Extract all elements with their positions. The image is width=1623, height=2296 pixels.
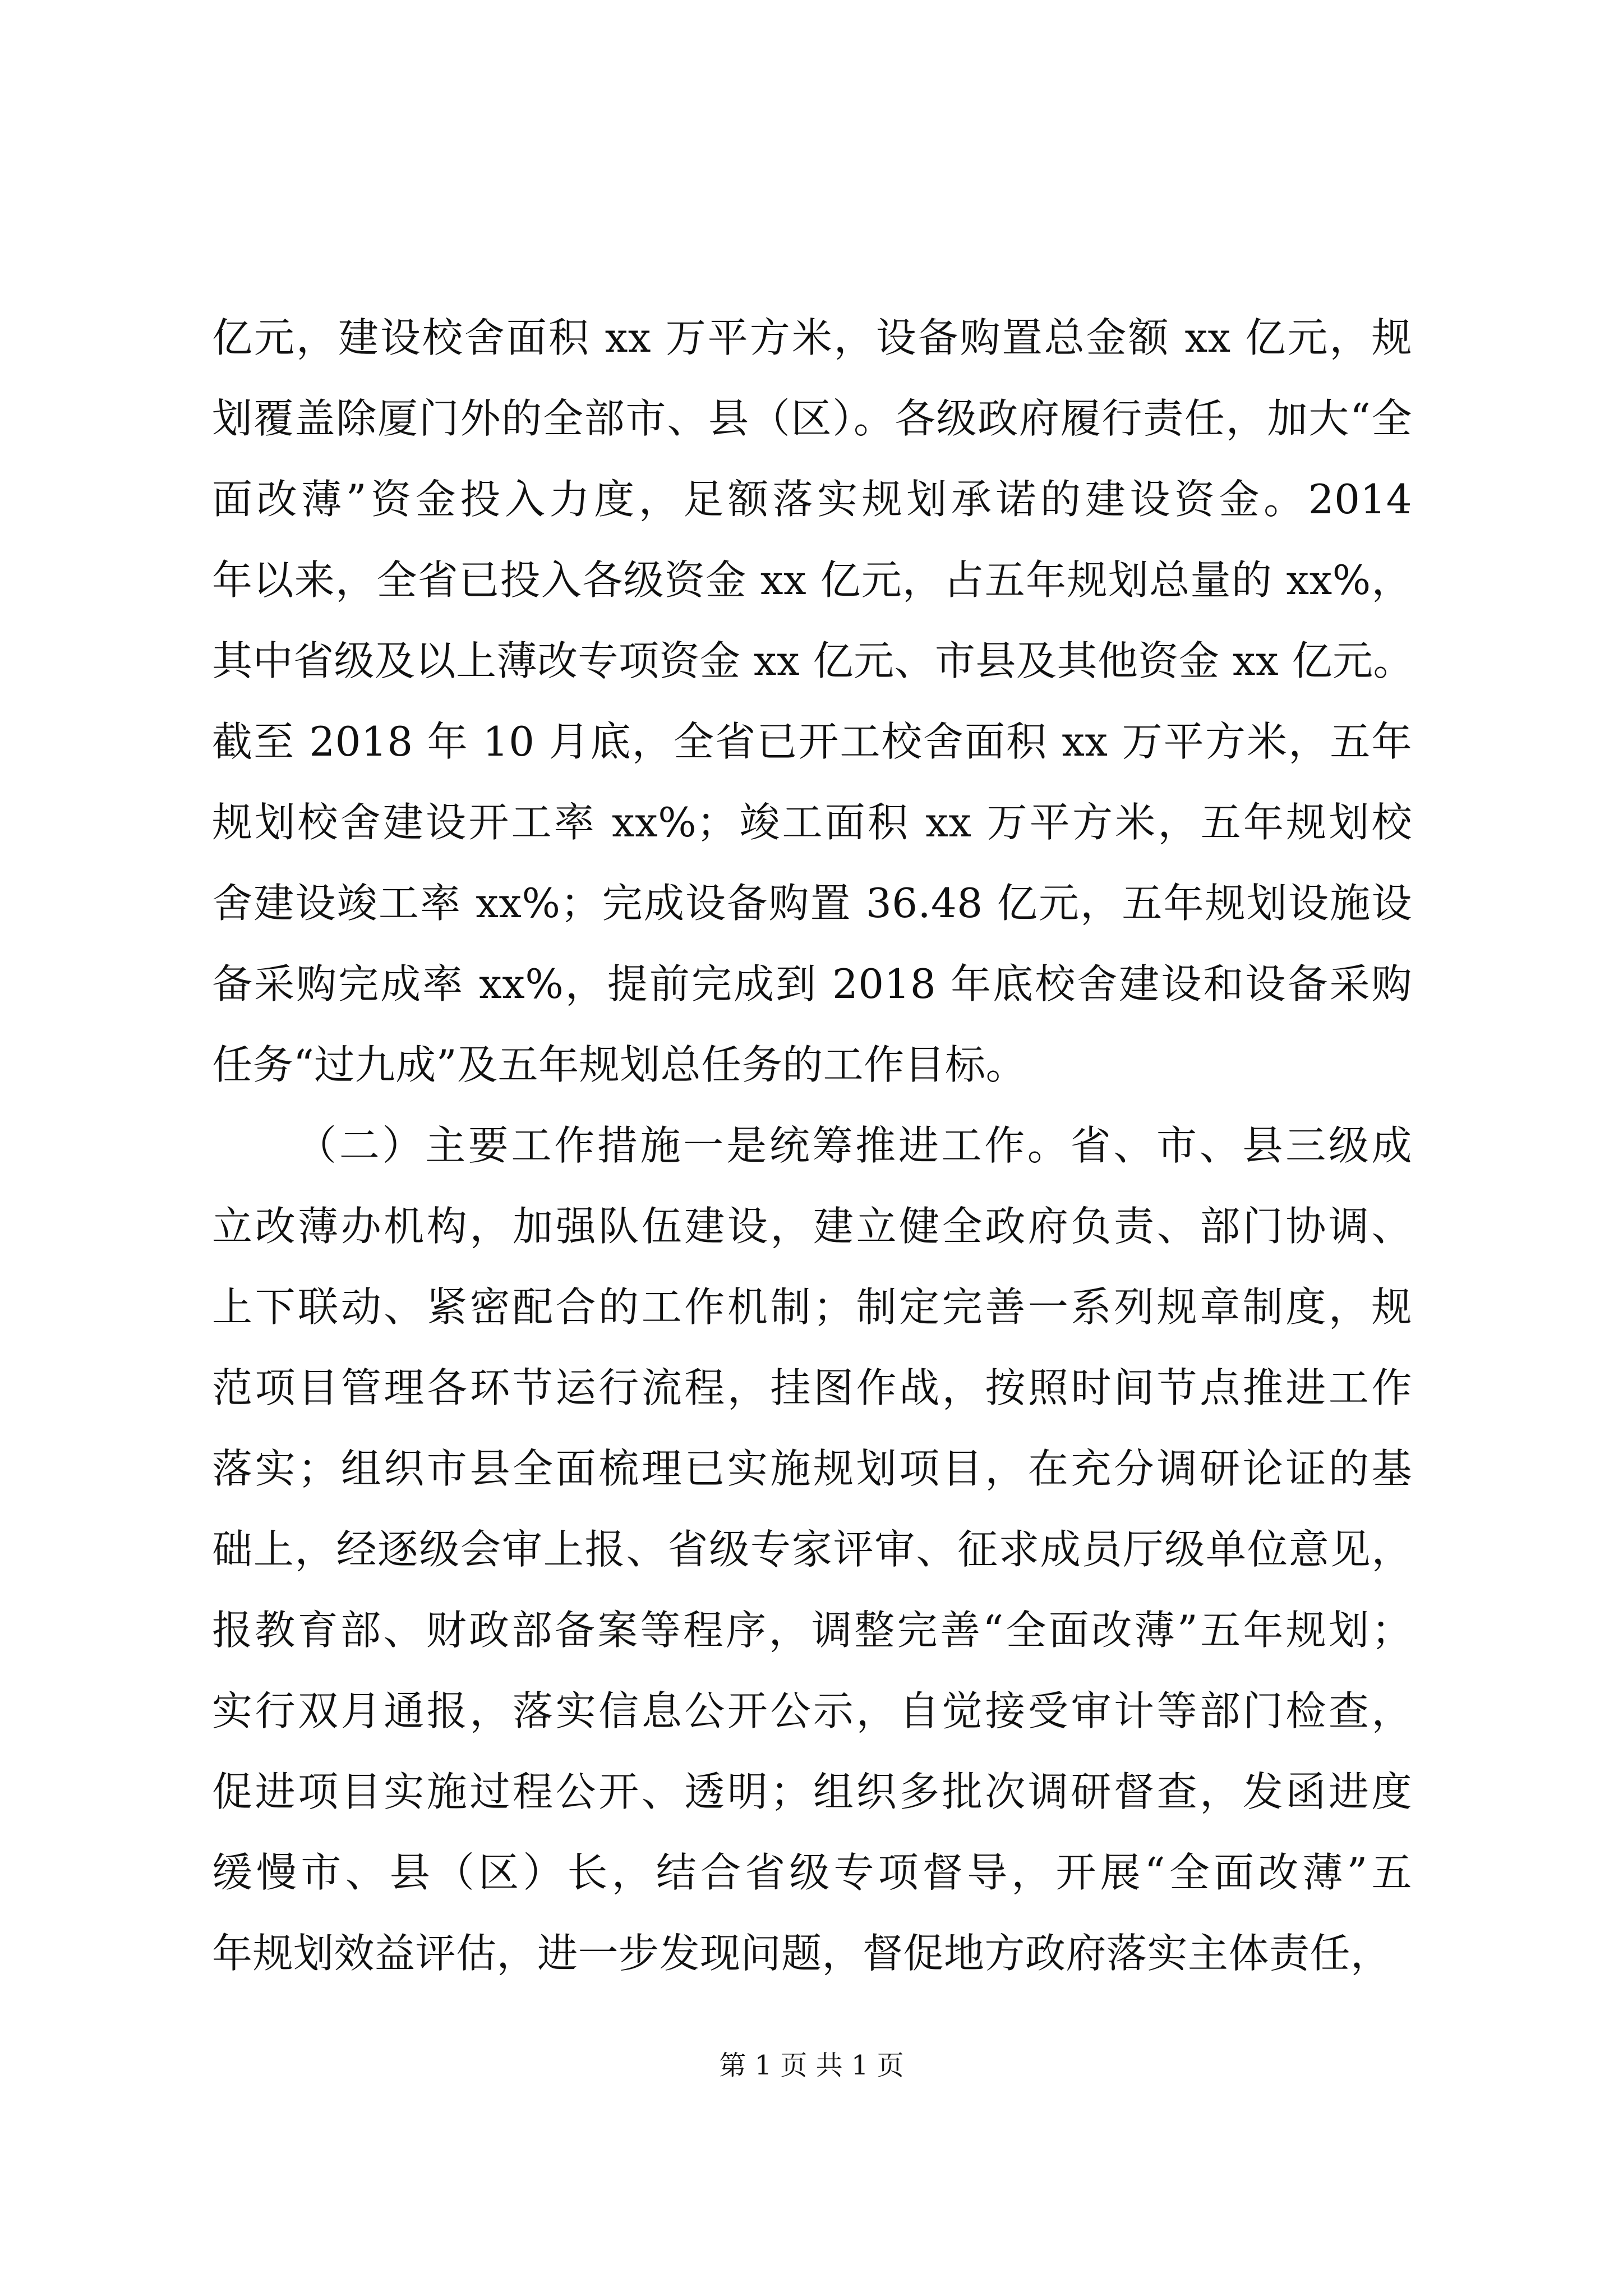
text-line: 其中省级及以上薄改专项资金 xx 亿元、市县及其他资金 xx 亿元。 [212, 637, 1414, 684]
text-line: 上下联动、紧密配合的工作机制；制定完善一系列规章制度，规 [212, 1283, 1412, 1331]
text-line: 备采购完成率 xx%，提前完成到 2018 年底校舍建设和设备采购 [212, 960, 1412, 1007]
text-line: 划覆盖除厦门外的全部市、县（区）。各级政府履行责任，加大“全 [212, 395, 1412, 442]
text-line: 范项目管理各环节运行流程，挂图作战，按照时间节点推进工作 [212, 1364, 1412, 1411]
text-line: 年规划效益评估，进一步发现问题，督促地方政府落实主体责任， [212, 1930, 1391, 1977]
text-line: 础上，经逐级会审上报、省级专家评审、征求成员厅级单位意见， [212, 1526, 1412, 1573]
paragraph [212, 297, 1412, 1105]
text-line: 截至 2018 年 10 月底，全省已开工校舍面积 xx 万平方米，五年 [212, 718, 1412, 765]
text-line: 亿元，建设校舍面积 xx 万平方米，设备购置总金额 xx 亿元，规 [212, 314, 1412, 361]
text-line: 立改薄办机构，加强队伍建设，建立健全政府负责、部门协调、 [212, 1203, 1412, 1250]
text-line: （二）主要工作措施一是统筹推进工作。省、市、县三级成 [296, 1122, 1412, 1169]
text-line: 落实；组织市县全面梳理已实施规划项目，在充分调研论证的基 [212, 1445, 1412, 1492]
text-line: 面改薄”资金投入力度，足额落实规划承诺的建设资金。2014 [212, 476, 1412, 523]
page-footer: 第 1 页 共 1 页 [719, 2050, 904, 2081]
text-line: 报教育部、财政部备案等程序，调整完善“全面改薄”五年规划； [212, 1607, 1412, 1654]
text-line: 实行双月通报，落实信息公开公示，自觉接受审计等部门检查， [212, 1687, 1412, 1734]
paragraph [212, 1105, 1412, 1994]
text-line: 舍建设竣工率 xx%；完成设备购置 36.48 亿元，五年规划设施设 [212, 880, 1412, 927]
text-line: 规划校舍建设开工率 xx%；竣工面积 xx 万平方米，五年规划校 [212, 799, 1412, 846]
text-line: 年以来，全省已投入各级资金 xx 亿元，占五年规划总量的 xx%， [212, 556, 1412, 604]
document-body [212, 297, 1412, 1994]
text-line: 促进项目实施过程公开、透明；组织多批次调研督查，发函进度 [212, 1768, 1412, 1815]
text-line: 缓慢市、县（区）长，结合省级专项督导，开展“全面改薄”五 [212, 1849, 1412, 1896]
text-line: 任务“过九成”及五年规划总任务的工作目标。 [212, 1041, 1027, 1088]
